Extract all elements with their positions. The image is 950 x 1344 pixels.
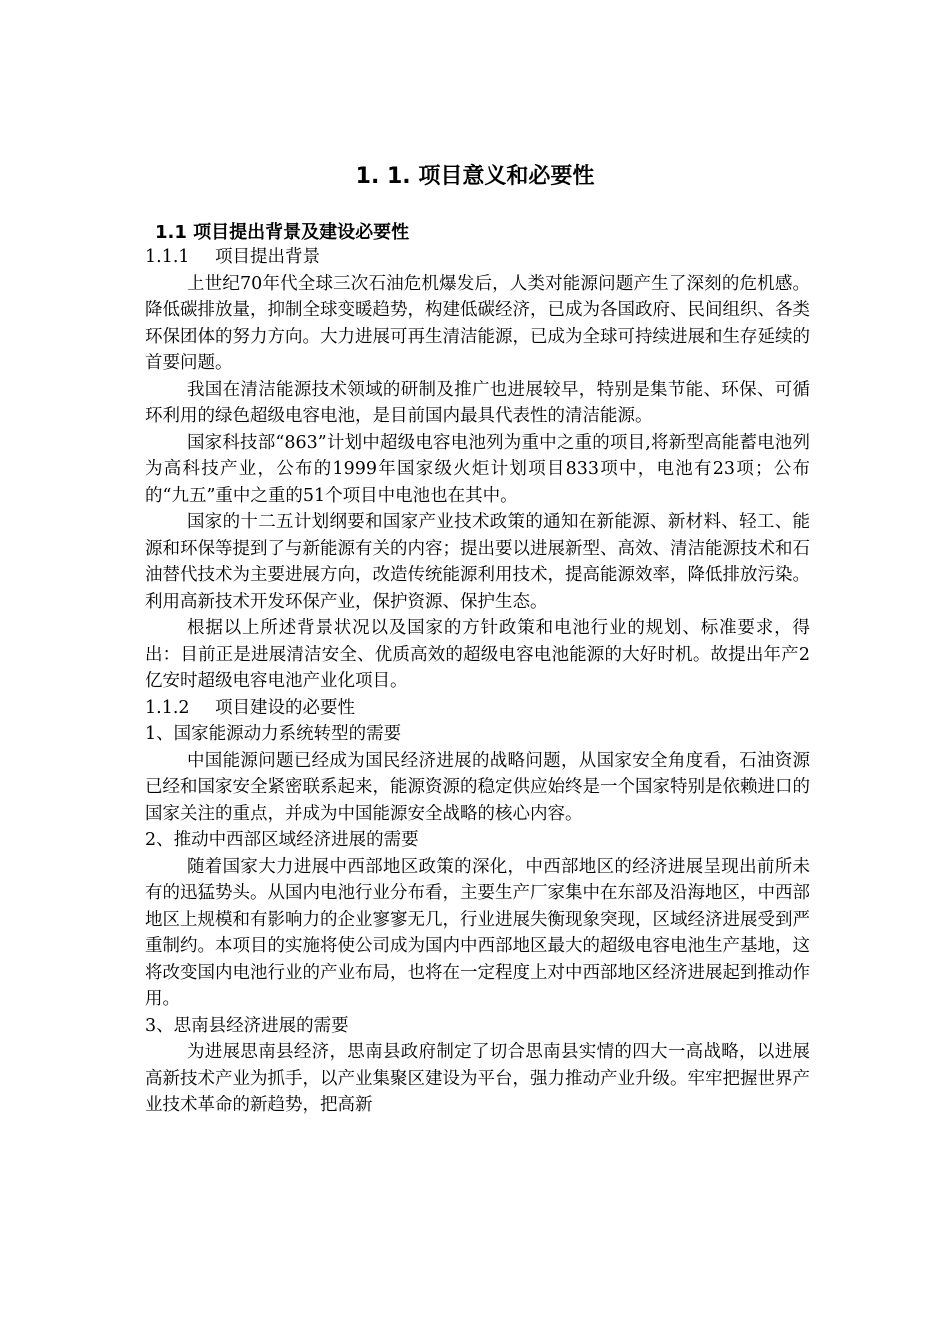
- document-body: [145, 244, 810, 1119]
- item-heading: 1、国家能源动力系统转型的需要: [145, 724, 402, 744]
- paragraph: 随着国家大力进展中西部地区政策的深化，中西部地区的经济进展呈现出前所未有的迅猛势头。从国内电池行业分布看，主要生产厂家集中在东部及沿海地区，中西部地区上规模和有影响力的企业寥寥无几，行业进展失衡现象突现，区域经济进展受到严重制约。本项目的实施将使公司成为国内中西部地区最大的超级电容电池生产基地，这将改变国内电池行业的产业布局，也将在一定程度上对中西部地区经济进展起到推动作用。: [145, 856, 810, 1009]
- item-heading: 3、思南县经济进展的需要: [145, 1015, 349, 1036]
- subsection-heading-background: [145, 244, 810, 271]
- subsection-title: 项目建设的必要性: [215, 697, 355, 718]
- section-heading: 1.1 项目提出背景及建设必要性: [155, 222, 410, 243]
- paragraph: 国家科技部“863”计划中超级电容电池列为重中之重的项目,将新型高能蓄电池列为高科技产业，公布的1999年国家级火炬计划项目833项中，电池有23项；公布的“九五”重中之重的51个项目中电池也在其中。: [145, 432, 810, 506]
- paragraph: 我国在清洁能源技术领域的研制及推广也进展较早，特别是集节能、环保、可循环利用的绿色超级电容电池，是目前国内最具代表性的清洁能源。: [145, 379, 810, 426]
- document-title: 1. 1. 项目意义和必要性: [355, 164, 595, 189]
- paragraph: 为进展思南县经济，思南县政府制定了切合思南县实情的四大一高战略，以进展高新技术产业为抓手，以产业集聚区建设为平台，强力推动产业升级。牢牢把握世界产业技术革命的新趋势，把高新: [145, 1042, 810, 1115]
- paragraph: 根据以上所述背景状况以及国家的方针政策和电池行业的规划、标准要求，得出：目前正是进展清洁安全、优质高效的超级电容电池能源的大好时机。故提出年产2亿安时超级电容电池产业化项目。: [145, 618, 810, 691]
- subsection-heading-necessity: [145, 695, 810, 722]
- subsection-title: 项目提出背景: [215, 247, 320, 267]
- paragraph: 上世纪70年代全球三次石油危机爆发后，人类对能源问题产生了深刻的危机感。降低碳排放量，抑制全球变暖趋势，构建低碳经济，已成为各国政府、民间组织、各类环保团体的努力方向。大力进展可再生清洁能源，已成为全球可持续进展和生存延续的首要问题。: [145, 273, 810, 373]
- subsection-number: 1.1.1: [145, 247, 190, 267]
- paragraph: 国家的十二五计划纲要和国家产业技术政策的通知在新能源、新材料、轻工、能源和环保等提到了与新能源有关的内容；提出要以进展新型、高效、清洁能源技术和石油替代技术为主要进展方向，改造传统能源利用技术，提高能源效率，降低排放污染。利用高新技术开发环保产业，保护资源、保护生态。: [145, 512, 810, 612]
- item-heading: 2、推动中西部区域经济进展的需要: [145, 830, 419, 850]
- subsection-number: 1.1.2: [145, 697, 190, 718]
- paragraph: 中国能源问题已经成为国民经济进展的战略问题，从国家安全角度看，石油资源已经和国家安全紧密联系起来，能源资源的稳定供应始终是一个国家特别是依赖进口的国家关注的重点，并成为中国能源安全战略的核心内容。: [145, 750, 810, 824]
